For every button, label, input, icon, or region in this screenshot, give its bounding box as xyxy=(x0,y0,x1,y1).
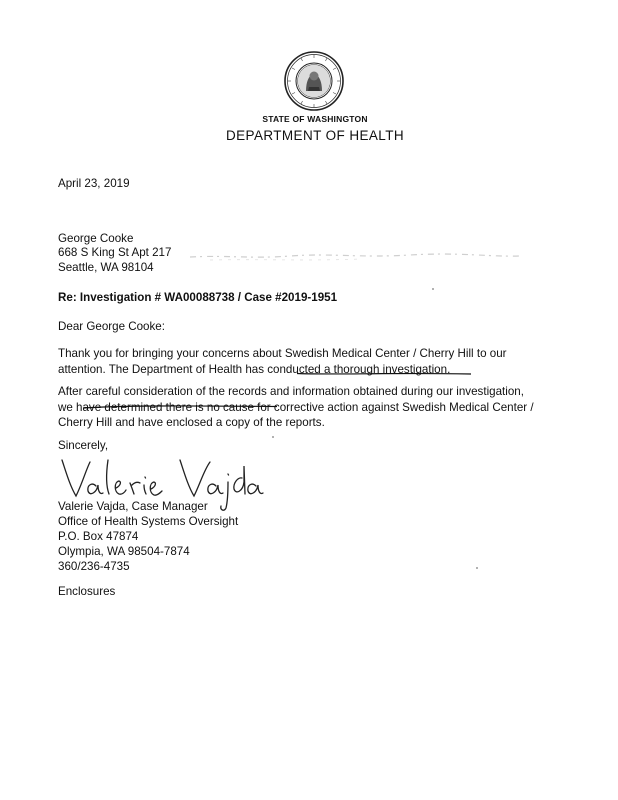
sender-name-title: Valerie Vajda, Case Manager xyxy=(58,500,208,513)
recipient-city: Seattle, WA 98104 xyxy=(58,261,154,274)
handwritten-underline xyxy=(296,371,472,376)
handwritten-underline xyxy=(82,404,278,410)
body-line: attention. The Department of Health has conducted a thorough investigation. xyxy=(58,362,451,376)
state-seal-icon xyxy=(284,51,344,111)
salutation: Dear George Cooke: xyxy=(58,320,165,333)
recipient-name: George Cooke xyxy=(58,232,134,245)
sender-office: Office of Health Systems Oversight xyxy=(58,515,239,528)
scan-speck xyxy=(432,288,434,290)
sender-phone: 360/236-4735 xyxy=(58,560,130,573)
recipient-street: 668 S King St Apt 217 xyxy=(58,246,172,259)
subject-line: Re: Investigation # WA00088738 / Case #2019-1951 xyxy=(58,291,338,304)
body-line: After careful consideration of the records and information obtained during our investigation, xyxy=(58,385,524,398)
letterhead-department: DEPARTMENT OF HEALTH xyxy=(225,128,405,143)
sender-po-box: P.O. Box 47874 xyxy=(58,530,139,543)
enclosures-note: Enclosures xyxy=(58,585,116,598)
body-line: we have determined there is no cause for corrective action against Swedish Medical Center / xyxy=(58,400,534,414)
letterhead-state: STATE OF WASHINGTON xyxy=(262,114,368,124)
body-line: Thank you for bringing your concerns about Swedish Medical Center / Cherry Hill to our xyxy=(58,347,507,360)
body-line: Cherry Hill and have enclosed a copy of the reports. xyxy=(58,416,325,429)
scan-streak xyxy=(190,248,520,264)
closing: Sincerely, xyxy=(58,439,109,452)
letter-date: April 23, 2019 xyxy=(58,177,130,190)
scan-speck xyxy=(272,436,274,438)
scan-speck xyxy=(476,567,478,569)
sender-city: Olympia, WA 98504-7874 xyxy=(58,545,190,558)
